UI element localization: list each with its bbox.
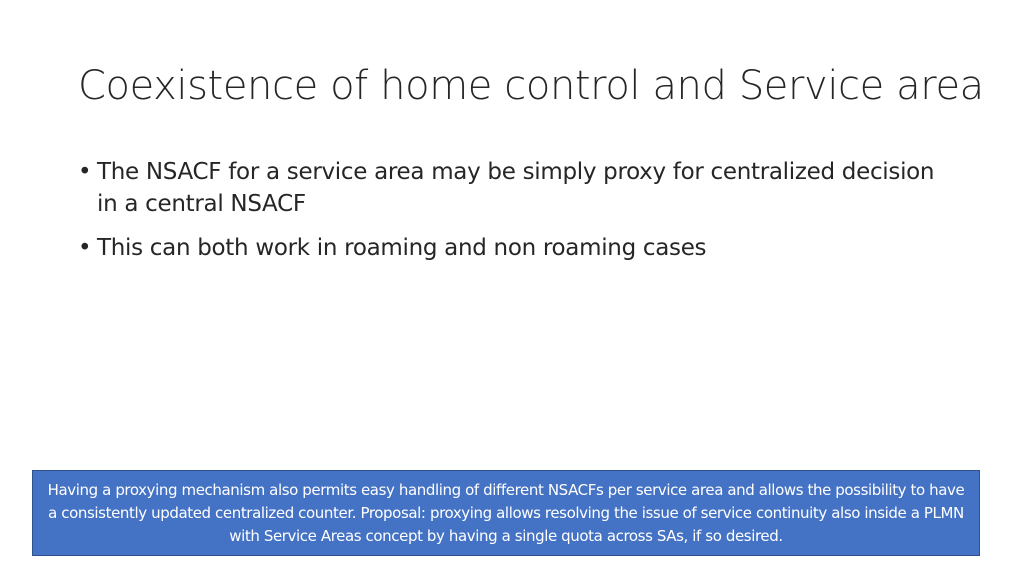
bullet-item: • The NSACF for a service area may be simply proxy for centralized decision in a central NSACF	[78, 156, 958, 220]
callout-box	[32, 470, 980, 556]
callout-text: Having a proxying mechanism also permits easy handling of different NSACFs per service area and allows the possibility to have a consistently updated centralized counter. Proposal: proxying allows resolving the issue of service continuity also inside a PLMN with Service Areas concept by having a single quota across SAs, if so desired.	[47, 480, 965, 545]
bullet-list	[78, 156, 958, 276]
bullet-item: • This can both work in roaming and non roaming cases	[78, 232, 958, 264]
slide-title: Coexistence of home control and Service area	[78, 63, 984, 109]
